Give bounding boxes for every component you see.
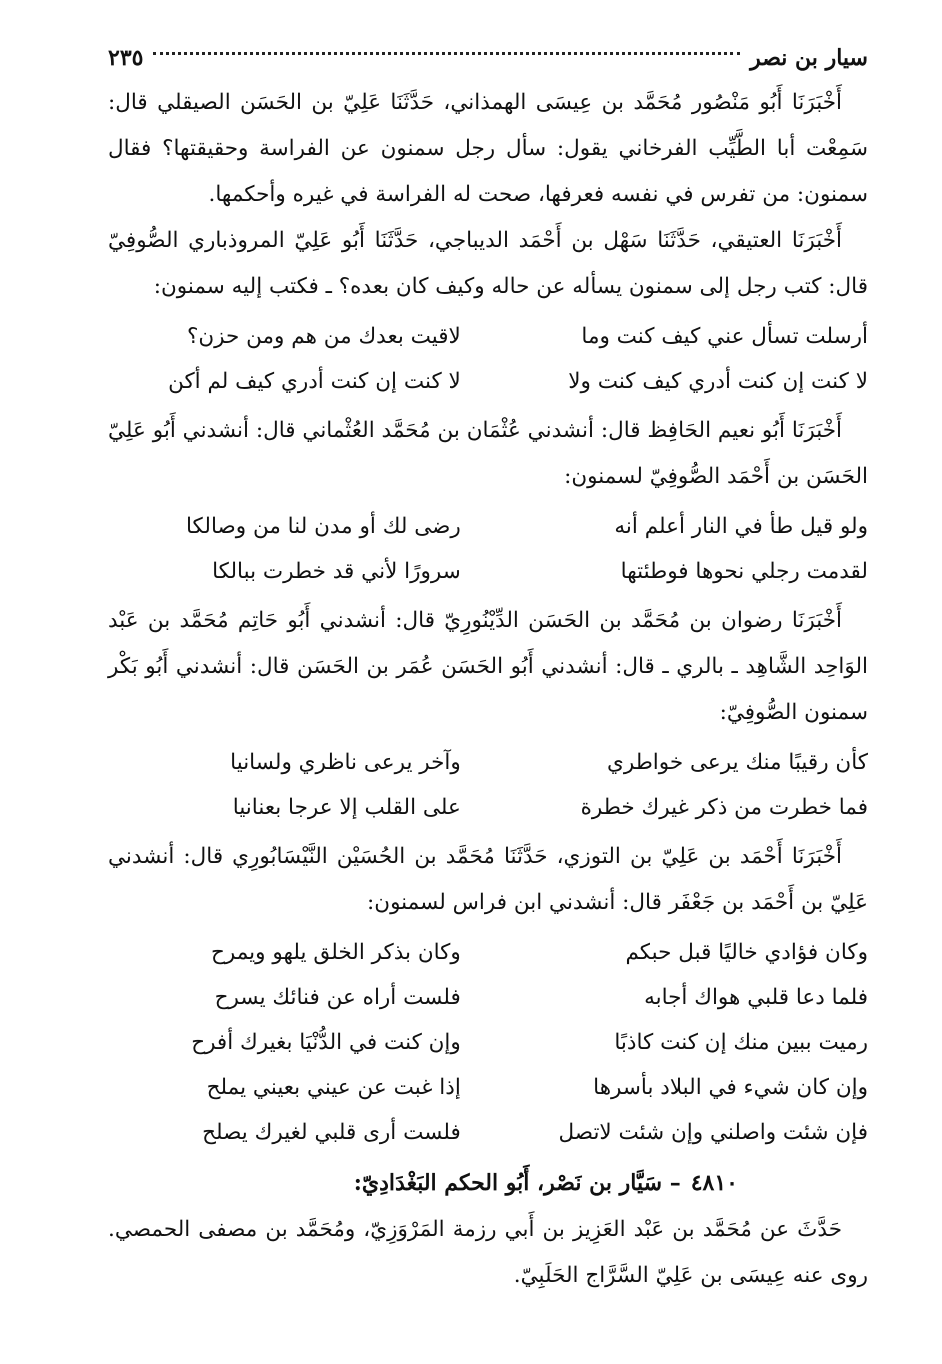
paragraph-3: أَخْبَرَنَا أَبُو نعيم الحَافِظ قال: أنشدني عُثْمَان بن مُحَمَّد العُثْماني قال: أنشدني أَبُو عَلِيّ الحَسَن بن أَحْمَد الصُّوفِيّ لسمنون: — [108, 418, 868, 489]
verse-first-hemistich: وإن كان شيء في البلاد بأسرها — [593, 1075, 868, 1100]
poem-4 — [108, 930, 868, 1155]
verse-second-hemistich: وكان بذكر الخلق يلهو ويمرح — [211, 940, 461, 965]
verse-line — [108, 740, 868, 785]
verse-line — [108, 1065, 868, 1110]
poem-2 — [108, 504, 868, 594]
verse-second-hemistich: سرورًا لأني قد خطرت ببالكا — [212, 559, 461, 584]
running-title: سيار بن نصر — [750, 45, 868, 71]
verse-line — [108, 504, 868, 549]
verse-first-hemistich: لقدمت رجلي نحوها فوطئتها — [620, 559, 868, 584]
verse-second-hemistich: فلست أراه عن فنائك يسرح — [214, 985, 461, 1010]
verse-first-hemistich: فلما دعا قلبي هواك أجابه — [644, 985, 868, 1010]
header-dot-leader — [153, 52, 740, 55]
paragraph-2: أَخْبَرَنَا العتيقي، حَدَّثَنَا سَهْل بن أَحْمَد الديباجي، حَدَّثَنَا أَبُو عَلِيّ المروذباري الصُّوفِيّ قال: كتب رجل إلى سمنون يسأله عن حاله وكيف كان بعده؟ ـ فكتب إليه سمنون: — [108, 228, 868, 299]
entry-name: – سَيَّار بن نَصْر، أَبُو الحكم البَغْدَادِيّ: — [353, 1170, 681, 1196]
paragraph-1: أَخْبَرَنَا أَبُو مَنْصُور مُحَمَّد بن عِيسَى الهمذاني، حَدَّثَنَا عَلِيّ بن الحَسَن الصيقلي قال: سَمِعْت أبا الطَّيِّب الفرخاني يقول: سأل رجل سمنون عن الفراسة وحقيقتها؟ فقال سمنون: من تفرس في نفسه فعرفها، صحت له الفراسة في غيره وأحكمها. — [108, 90, 868, 207]
poem-3 — [108, 740, 868, 830]
verse-second-hemistich: وإن كنت في الدُّنْيَا بغيرك أفرح — [191, 1030, 461, 1055]
verse-line — [108, 549, 868, 594]
verse-second-hemistich: على القلب إلا عرجا بعنانيا — [232, 795, 461, 820]
verse-first-hemistich: رميت ببين منك إن كنت كاذبًا — [614, 1030, 868, 1055]
paragraph-4: أَخْبَرَنَا رضوان بن مُحَمَّد بن الحَسَن الدِّيْنُورِيّ قال: أنشدني أَبُو حَاتِم مُحَمَّد بن عَبْد الوَاحِد الشَّاهِد ـ بالري ـ قال: أنشدني أَبُو الحَسَن عُمَر بن الحَسَن قال: أنشدني أَبُو بَكْر سمنون الصُّوفِيّ: — [108, 608, 868, 725]
verse-second-hemistich: إذا غبت عن عيني بعيني يملح — [206, 1075, 461, 1100]
verse-second-hemistich: لا كنت إن كنت أدري كيف لم أكن — [168, 369, 461, 394]
verse-line — [108, 1020, 868, 1065]
verse-first-hemistich: كأن رقيبًا منك يرعى خواطري — [607, 750, 868, 775]
verse-line — [108, 975, 868, 1020]
page-number: ٢٣٥ — [108, 45, 144, 71]
verse-second-hemistich: لاقيت بعدك من هم ومن حزن؟ — [186, 324, 461, 349]
poem-1 — [108, 314, 868, 404]
verse-line — [108, 359, 868, 404]
biography-entry-title — [108, 1159, 868, 1207]
paragraph-6: حَدَّثَ عن مُحَمَّد بن عَبْد العَزِيز بن أَبي رزمة المَرْوَزِيّ، ومُحَمَّد بن مصفى الحمصي. روى عنه عِيسَى بن عَلِيّ السَّرَّاج الحَلَبِيّ. — [108, 1217, 868, 1288]
verse-first-hemistich: أرسلت تسأل عني كيف كنت وما — [581, 324, 868, 349]
page-header — [108, 36, 868, 80]
verse-second-hemistich: رضى لك أو مدن لنا من وصالكا — [185, 514, 461, 539]
verse-line — [108, 1110, 868, 1155]
verse-line — [108, 930, 868, 975]
verse-first-hemistich: لا كنت إن كنت أدري كيف كنت ولا — [568, 369, 868, 394]
verse-first-hemistich: فإن شئت واصلني وإن شئت لاتصل — [558, 1120, 868, 1145]
verse-line — [108, 314, 868, 359]
verse-line — [108, 785, 868, 830]
entry-number: ٤٨١٠ — [690, 1170, 738, 1196]
paragraph-5: أَخْبَرَنَا أَحْمَد بن عَلِيّ بن التوزي، حَدَّثَنَا مُحَمَّد بن الحُسَيْن النَّيْسَابُورِي قال: أنشدني عَلِيّ بن أَحْمَد بن جَعْفَر قال: أنشدني ابن فراس لسمنون: — [108, 844, 868, 915]
verse-first-hemistich: وكان فؤادي خاليًا قبل حبكم — [625, 940, 868, 965]
verse-second-hemistich: فلست أرى قلبي لغيرك يصلح — [202, 1120, 461, 1145]
verse-first-hemistich: فما خطرت من ذكر غيرك خطرة — [580, 795, 868, 820]
verse-second-hemistich: وآخر يرعى ناظري ولسانيا — [230, 750, 461, 775]
verse-first-hemistich: ولو قيل طأ في النار أعلم أنه — [614, 514, 868, 539]
book-page — [108, 36, 868, 1346]
